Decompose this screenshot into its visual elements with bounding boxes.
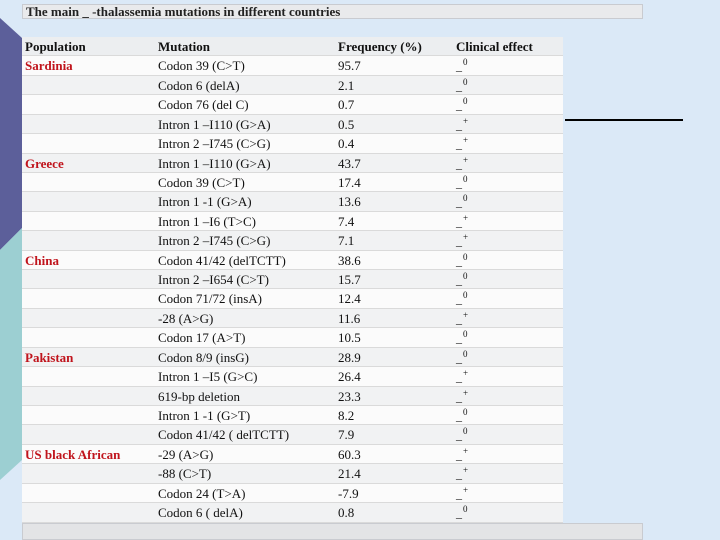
mutation-cell: Codon 6 ( delA) <box>158 505 243 521</box>
table-row <box>22 134 563 153</box>
mutation-cell: Intron 1 –I110 (G>A) <box>158 116 271 132</box>
effect-mark: _ <box>456 311 462 326</box>
mutation-cell: Intron 2 –I654 (C>T) <box>158 272 269 288</box>
effect-mark: _ <box>456 253 462 268</box>
mutation-cell: Codon 39 (C>T) <box>158 58 245 74</box>
mutation-cell: Intron 1 –I110 (G>A) <box>158 155 271 171</box>
mutation-cell: Intron 1 -1 (G>A) <box>158 194 252 210</box>
effect-superscript: + <box>463 387 469 398</box>
mutation-cell: Codon 41/42 ( delTCTT) <box>158 427 290 443</box>
table-header-row <box>22 37 563 56</box>
effect-mark: _ <box>456 175 462 190</box>
effect-mark: _ <box>456 78 462 93</box>
effect-mark: _ <box>456 389 462 404</box>
effect-superscript: 0 <box>463 193 468 204</box>
table-row <box>22 348 563 367</box>
effect-superscript: 0 <box>463 251 468 262</box>
frequency-cell: 26.4 <box>338 369 361 385</box>
frequency-cell: 10.5 <box>338 330 361 346</box>
frequency-cell: 17.4 <box>338 174 361 190</box>
mutation-cell: Codon 71/72 (insA) <box>158 291 262 307</box>
effect-mark: _ <box>456 273 462 288</box>
frequency-cell: 95.7 <box>338 58 361 74</box>
table-row <box>22 270 563 289</box>
mutation-cell: Intron 1 –I5 (G>C) <box>158 369 258 385</box>
effect-superscript: + <box>463 309 469 320</box>
effect-superscript: + <box>463 154 469 165</box>
frequency-cell: 12.4 <box>338 291 361 307</box>
frequency-cell: 0.5 <box>338 116 355 132</box>
table-row <box>22 367 563 386</box>
mutation-cell: 619-bp deletion <box>158 388 240 404</box>
table-row <box>22 212 563 231</box>
frequency-cell: 21.4 <box>338 466 361 482</box>
header-frequency: Frequency (%) <box>338 39 422 54</box>
effect-mark: _ <box>456 428 462 443</box>
mutation-cell: Codon 17 (A>T) <box>158 330 246 346</box>
mutation-cell: Codon 41/42 (delTCTT) <box>158 252 286 268</box>
table-row <box>22 251 563 270</box>
effect-mark: _ <box>456 234 462 249</box>
effect-superscript: + <box>463 212 469 223</box>
effect-superscript: + <box>463 465 469 476</box>
table-row <box>22 425 563 444</box>
effect-superscript: 0 <box>463 271 468 282</box>
table-row <box>22 464 563 483</box>
mutation-cell: -88 (C>T) <box>158 466 212 482</box>
table-row <box>22 95 563 114</box>
frequency-cell: 15.7 <box>338 272 361 288</box>
effect-superscript: + <box>463 368 469 379</box>
table-row <box>22 328 563 347</box>
header-mutation: Mutation <box>158 39 210 54</box>
effect-superscript: 0 <box>463 407 468 418</box>
frequency-cell: 38.6 <box>338 252 361 268</box>
table-row <box>22 76 563 95</box>
header-clinical-effect: Clinical effect <box>456 39 533 54</box>
effect-mark: _ <box>456 506 462 521</box>
effect-superscript: 0 <box>463 290 468 301</box>
effect-superscript: + <box>463 232 469 243</box>
effect-superscript: 0 <box>463 348 468 359</box>
table-row <box>22 56 563 75</box>
frequency-cell: 8.2 <box>338 408 355 424</box>
frequency-cell: 0.8 <box>338 505 355 521</box>
mutation-table <box>22 37 563 523</box>
effect-superscript: 0 <box>463 504 468 515</box>
effect-superscript: + <box>463 484 469 495</box>
table-row <box>22 231 563 250</box>
frequency-cell: 43.7 <box>338 155 361 171</box>
table-row <box>22 484 563 503</box>
effect-mark: _ <box>456 137 462 152</box>
effect-superscript: 0 <box>463 173 468 184</box>
effect-mark: _ <box>456 59 462 74</box>
effect-superscript: + <box>463 445 469 456</box>
population-cell: China <box>25 252 59 268</box>
effect-mark: _ <box>456 331 462 346</box>
frequency-cell: 0.7 <box>338 97 355 113</box>
table-row <box>22 115 563 134</box>
effect-mark: _ <box>456 195 462 210</box>
mutation-cell: -29 (A>G) <box>158 446 214 462</box>
mutation-cell: Codon 39 (C>T) <box>158 174 245 190</box>
frequency-cell: 11.6 <box>338 310 361 326</box>
effect-mark: _ <box>456 486 462 501</box>
effect-superscript: 0 <box>463 426 468 437</box>
table-row <box>22 173 563 192</box>
frequency-cell: 60.3 <box>338 446 361 462</box>
table-row <box>22 309 563 328</box>
effect-superscript: 0 <box>463 329 468 340</box>
bottom-bar <box>22 523 643 540</box>
frequency-cell: 13.6 <box>338 194 361 210</box>
effect-mark: _ <box>456 467 462 482</box>
effect-mark: _ <box>456 370 462 385</box>
frequency-cell: 7.9 <box>338 427 355 443</box>
effect-superscript: + <box>463 115 469 126</box>
table-row <box>22 387 563 406</box>
effect-superscript: 0 <box>463 96 468 107</box>
frequency-cell: 23.3 <box>338 388 361 404</box>
effect-superscript: 0 <box>463 76 468 87</box>
table-row <box>22 154 563 173</box>
slide-title: The main _ -thalassemia mutations in different countries <box>22 4 643 19</box>
effect-mark: _ <box>456 214 462 229</box>
frequency-cell: 7.1 <box>338 233 355 249</box>
table-row <box>22 192 563 211</box>
table-row <box>22 445 563 464</box>
effect-mark: _ <box>456 447 462 462</box>
table-row <box>22 503 563 522</box>
frequency-cell: 0.4 <box>338 136 355 152</box>
mutation-cell: Codon 24 (T>A) <box>158 485 246 501</box>
population-cell: Greece <box>25 155 64 171</box>
effect-mark: _ <box>456 409 462 424</box>
effect-superscript: 0 <box>463 57 468 68</box>
header-population: Population <box>25 39 86 54</box>
frequency-cell: 28.9 <box>338 349 361 365</box>
decorative-rule <box>565 119 683 121</box>
mutation-cell: Codon 76 (del C) <box>158 97 249 113</box>
table-row <box>22 289 563 308</box>
mutation-cell: Intron 1 -1 (G>T) <box>158 408 251 424</box>
population-cell: US black African <box>25 446 121 462</box>
effect-superscript: + <box>463 135 469 146</box>
mutation-cell: Codon 8/9 (insG) <box>158 349 249 365</box>
frequency-cell: 2.1 <box>338 77 355 93</box>
frequency-cell: 7.4 <box>338 213 355 229</box>
mutation-cell: Intron 1 –I6 (T>C) <box>158 213 256 229</box>
mutation-cell: Intron 2 –I745 (C>G) <box>158 136 271 152</box>
effect-mark: _ <box>456 117 462 132</box>
frequency-cell: -7.9 <box>338 485 359 501</box>
effect-mark: _ <box>456 350 462 365</box>
effect-mark: _ <box>456 292 462 307</box>
effect-mark: _ <box>456 156 462 171</box>
population-cell: Sardinia <box>25 58 73 74</box>
table-row <box>22 406 563 425</box>
population-cell: Pakistan <box>25 349 74 365</box>
mutation-cell: Intron 2 –I745 (C>G) <box>158 233 271 249</box>
mutation-cell: -28 (A>G) <box>158 310 214 326</box>
effect-mark: _ <box>456 98 462 113</box>
mutation-cell: Codon 6 (delA) <box>158 77 240 93</box>
